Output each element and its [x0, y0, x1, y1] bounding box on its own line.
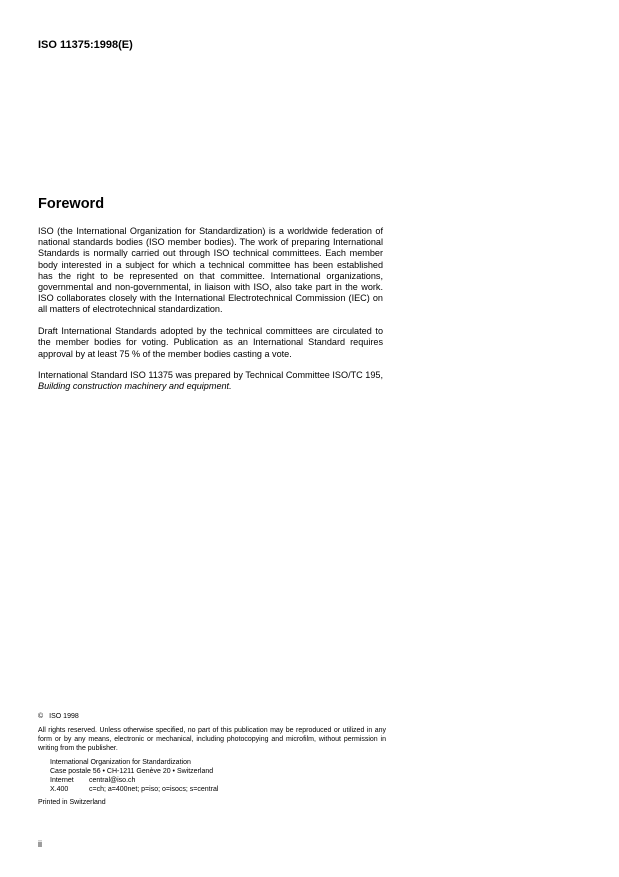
internet-label: Internet [50, 777, 74, 784]
x400-row [50, 785, 386, 794]
copyright-text: ISO 1998 [49, 713, 79, 720]
rights-notice: All rights reserved. Unless otherwise specified, no part of this publication may be reproduced or utilized in any form or by any means, electronic or mechanical, including photocopying and microfilm, without permission in writing from the publisher. [38, 727, 386, 752]
foreword-paragraph-2: Draft International Standards adopted by the technical committees are circulated to the member bodies for voting. Publication as an International Standard requires approval by at least 75 % of the member bodies casting a vote. [38, 326, 383, 359]
x400-value: c=ch; a=400net; p=iso; o=isocs; s=central [89, 786, 219, 793]
paragraph-3-text: International Standard ISO 11375 was prepared by Technical Committee ISO/TC 195, [38, 370, 383, 381]
postal-address: Case postale 56 • CH-1211 Genève 20 • Switzerland [50, 768, 214, 775]
internet-value: central@iso.ch [89, 777, 136, 784]
copyright-line [38, 712, 386, 721]
internet-row [50, 776, 386, 785]
page-number: ii [38, 839, 42, 849]
foreword-body [38, 226, 383, 403]
org-name: International Organization for Standardization [50, 759, 191, 766]
foreword-paragraph-1: ISO (the International Organization for Standardization) is a worldwide federation of national standards bodies (ISO member bodies). The work of preparing International Standards is normally carried out through ISO technical committees. Each member body interested in a subject for which a technical committee has been established has the right to be represented on that committee. International organizations, governmental and non-governmental, in liaison with ISO, also take part in the work. ISO collaborates closely with the International Electrotechnical Commission (IEC) on all matters of electrotechnical standardization. [38, 226, 383, 315]
committee-title: Building construction machinery and equipment. [38, 381, 232, 392]
copyright-symbol: © [38, 713, 44, 720]
x400-label: X.400 [50, 786, 69, 793]
document-id: ISO 11375:1998(E) [38, 39, 133, 51]
copyright-footer [38, 712, 386, 807]
page-title: Foreword [38, 196, 105, 212]
printed-in: Printed in Switzerland [38, 799, 106, 806]
foreword-paragraph-3 [38, 370, 383, 392]
publisher-address [50, 758, 386, 794]
